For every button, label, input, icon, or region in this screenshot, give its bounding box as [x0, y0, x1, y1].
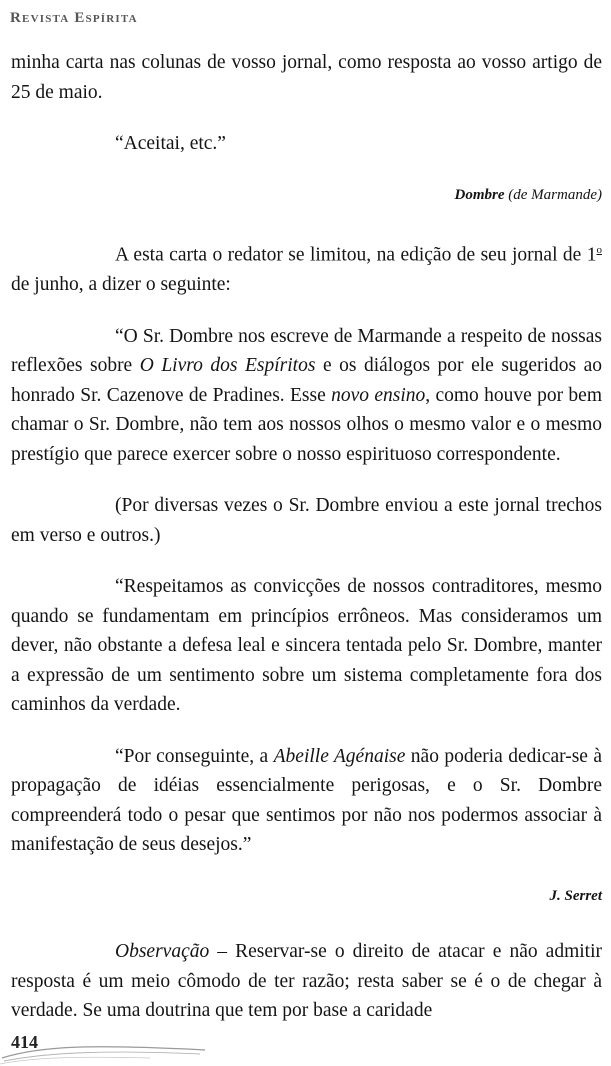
- text-run: não poderia dedicar-se à propagação de idéias essencialmente perigosas, e o Sr. Dombre compreenderá todo o pesar que sentimos por não nos podermos associar à manifestação de seus desejos.”: [11, 745, 602, 855]
- text-run: de junho, a dizer o seguinte:: [11, 274, 231, 295]
- text-run: “O Sr. Dombre nos escreve de Marmande a respeito de nossas reflexões sobre: [11, 325, 602, 376]
- paragraph-quote-3: [11, 742, 602, 860]
- text-run: e os diálogos por ele sugeridos ao honrado Sr. Cazenove de Pradines. Esse: [11, 355, 602, 406]
- signature-name: Dombre: [454, 186, 505, 203]
- paragraph-editor-reply: [11, 236, 602, 300]
- paragraph-note: (Por diversas vezes o Sr. Dombre enviou a este jornal trechos em verso e outros.): [11, 495, 602, 546]
- text-run: “Por conseguinte, a: [115, 745, 274, 767]
- paragraph-1: minha carta nas colunas de vosso jornal, como resposta ao vosso artigo de 25 de maio.: [11, 52, 602, 103]
- page-body: [11, 48, 602, 1026]
- paragraph-quote-1: [11, 322, 602, 470]
- journal-title: Abeille Agénaise: [273, 745, 406, 767]
- paragraph-observation: [11, 937, 602, 1026]
- signature-place: (de Marmande): [508, 186, 602, 203]
- text-run: A esta carta o redator se limitou, na edição de seu jornal de 1: [115, 244, 597, 266]
- text-run: , como houve por bem chamar o Sr. Dombre, não tem aos nossos olhos o mesmo valor e o mesmo prestígio que parece exercer sobre o nosso espirituoso correspondente.: [11, 384, 602, 465]
- paragraph-quote-2: “Respeitamos as convicções de nossos contraditores, mesmo quando se fundamentam em princípios errôneos. Mas consideramos um dever, não obstante a defesa leal e sincera tentada pelo Sr. Dombre, manter a expressão de um sentimento sobre um sistema completamente fora dos caminhos da verdade.: [11, 576, 602, 715]
- text-run: – Reservar-se o direito de atacar e não admitir resposta é um meio cômodo de ter razão; resta saber se é o de chegar à verdade. Se uma doutrina que tem por base a caridade: [11, 941, 602, 1021]
- emphasis: novo ensino: [331, 384, 426, 406]
- running-head: Revista Espírita: [10, 10, 138, 26]
- book-title: O Livro dos Espíritos: [139, 355, 316, 376]
- observation-label: Observação: [115, 941, 210, 962]
- paragraph-closing-quote: “Aceitai, etc.”: [115, 133, 226, 154]
- ordinal-superscript: o: [596, 244, 602, 256]
- signature-serret: [11, 882, 602, 912]
- signature-name: J. Serret: [549, 887, 602, 904]
- signature-dombre: [11, 181, 602, 211]
- page-number: 414: [11, 1032, 38, 1052]
